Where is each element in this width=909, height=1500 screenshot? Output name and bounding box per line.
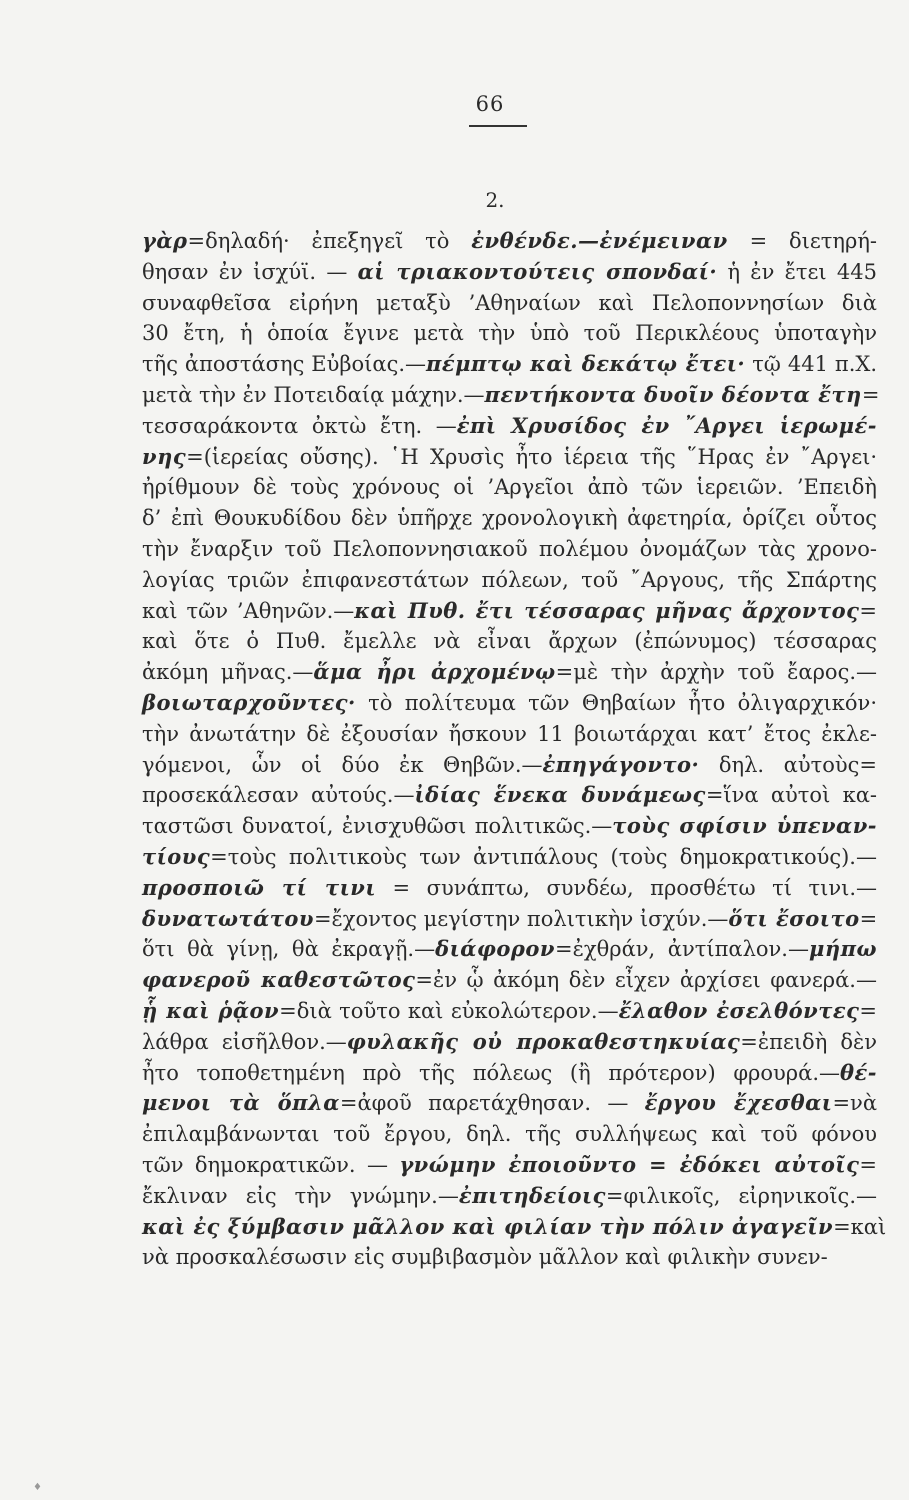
lemma-term: γὰρ — [142, 228, 188, 253]
gloss-text: δ’ ἐπὶ Θουκυδίδου δὲν ὑπῆρχε χρονολογικὴ ἀφετηρία, ὁρίζει οὗτος — [142, 506, 877, 531]
lemma-term: ἔργου ἔχεσθαι — [644, 1090, 833, 1116]
gloss-text: = — [859, 1152, 877, 1177]
lemma-term: γνώμην ἐποιοῦντο = ἐδόκει αὐτοῖς — [399, 1151, 860, 1177]
text-line — [142, 904, 877, 935]
text-line — [142, 750, 877, 781]
text-line — [142, 965, 877, 996]
text-line — [142, 472, 877, 503]
text-line — [142, 318, 877, 349]
gloss-text: μετὰ τὴν ἐν Ποτειδαίᾳ μάχην.— — [142, 382, 485, 407]
lemma-term: καὶ ἐς ξύμβασιν μᾶλλον καὶ φιλίαν τὴν πόλιν ἀγαγεῖν — [142, 1213, 834, 1239]
lemma-term: ἐπὶ Χρυσίδος ἐν ῎Αργει ἱερωμέ- — [456, 412, 877, 438]
gloss-text: =ἵνα αὐτοὶ κα- — [705, 783, 877, 808]
gloss-text: =ἐχθράν, ἀντίπαλον.— — [554, 937, 809, 962]
lemma-term: μενοι τὰ ὅπλα — [142, 1090, 340, 1116]
gloss-text: =μὲ τὴν ἀρχὴν τοῦ ἔαρος.— — [555, 660, 878, 685]
lemma-term: μήπω — [808, 936, 877, 962]
page-number-rule — [469, 125, 527, 127]
text-line — [142, 934, 877, 965]
gloss-text: = συνάπτω, συνδέω, προσθέτω τί τινι.— — [376, 875, 877, 900]
lemma-term: τοὺς σφίσιν ὑπεναν- — [612, 813, 878, 839]
lemma-term: πέμπτῳ καὶ δεκάτῳ ἔτει· — [426, 351, 746, 377]
text-line — [142, 1058, 877, 1089]
text-line — [142, 1150, 877, 1181]
lemma-term: φυλακῆς οὐ προκαθεστηκυίας — [346, 1028, 741, 1054]
text-line — [142, 996, 877, 1027]
lemma-term: ἔλαθον ἐσελθόντες — [618, 997, 860, 1023]
gloss-text: =τοὺς πολιτικοὺς των ἀντιπάλους (τοὺς δημοκρατικούς).— — [210, 844, 877, 869]
lemma-term: ὅτι ἔσοιτο — [728, 905, 860, 931]
gloss-text: τὸ πολίτευμα τῶν Θηβαίων ἦτο ὀλιγαρχικόν· — [355, 690, 877, 715]
gloss-text: ὅτι θὰ γίνῃ, θὰ ἐκραγῇ.— — [142, 937, 436, 962]
text-line — [142, 565, 877, 596]
lemma-term: καὶ Πυθ. ἔτι τέσσαρας μῆνας ἄρχοντος — [354, 597, 860, 623]
text-line — [142, 411, 877, 442]
section-number: 2. — [485, 188, 505, 212]
gloss-text: ἡ ἐν ἔτει 445 — [717, 259, 877, 284]
gloss-text: προσεκάλεσαν αὐτούς.— — [142, 783, 415, 808]
gloss-text: τὴν ἔναρξιν τοῦ Πελοποννησιακοῦ πολέμου ὀνομάζων τὰς χρονο- — [142, 536, 877, 561]
lemma-term: θέ- — [840, 1059, 877, 1085]
gloss-text: =ἔχοντος μεγίστην πολιτικὴν ἰσχύν.— — [313, 906, 729, 931]
gloss-text: =διὰ τοῦτο καὶ εὐκολώτερον.— — [279, 998, 619, 1023]
commentary-text — [142, 226, 887, 1273]
text-line — [142, 1027, 877, 1058]
gloss-text: =καὶ — [833, 1214, 887, 1239]
lemma-term: ἐπιτηδείοις — [458, 1182, 606, 1208]
gloss-text: 30 ἔτη, ἡ ὁποία ἔγινε μετὰ τὴν ὑπὸ τοῦ Περικλέους ὑποταγὴν — [142, 321, 877, 346]
gloss-text: =φιλικοῖς, εἰρηνικοῖς.— — [605, 1183, 877, 1208]
gloss-text: καὶ τῶν ’Αθηνῶν.— — [142, 598, 355, 623]
text-line — [142, 1181, 877, 1212]
gloss-text: νὰ προσκαλέσωσιν εἰς συμβιβασμὸν μᾶλλον καὶ φιλικὴν συνεν- — [142, 1245, 828, 1270]
text-line — [142, 442, 877, 473]
text-line — [142, 688, 877, 719]
gloss-text: ἀκόμη μῆνας.— — [142, 660, 314, 685]
lemma-term: ἐνθένδε.—ἐνέμειναν — [471, 228, 728, 253]
lemma-term: νης — [142, 443, 187, 469]
lemma-term: τίους — [142, 843, 211, 869]
gloss-text: = — [859, 998, 878, 1023]
gloss-text: = — [859, 906, 878, 931]
gloss-text: ἠρίθμουν δὲ τοὺς χρόνους οἱ ’Αργεῖοι ἀπὸ τῶν ἱερειῶν. ’Επειδὴ — [142, 475, 877, 500]
gloss-text: =ἐν ᾧ ἀκόμη δὲν εἶχεν ἀρχίσει φανερά.— — [415, 968, 877, 993]
gloss-text: = — [859, 598, 878, 623]
lemma-term: ἰδίας ἕνεκα δυνάμεως — [414, 782, 706, 808]
gloss-text: συναφθεῖσα εἰρήνη μεταξὺ ’Αθηναίων καὶ Πελοποννησίων διὰ — [142, 290, 877, 315]
gloss-text: τεσσαράκοντα ὀκτὼ ἔτη. — — [142, 413, 457, 438]
text-line — [142, 226, 877, 257]
gloss-text: θησαν ἐν ἰσχύϊ. — — [142, 259, 358, 284]
text-line — [142, 503, 877, 534]
lemma-term: φανεροῦ καθεστῶτος — [142, 967, 416, 993]
text-line — [142, 1212, 887, 1243]
lemma-term: διάφορον — [435, 936, 555, 962]
lemma-term: ἅμα ἦρι ἀρχομένῳ — [313, 659, 556, 685]
gloss-text: τῶν δημοκρατικῶν. — — [142, 1152, 400, 1177]
lemma-term: δυνατωτάτου — [142, 905, 314, 931]
text-line — [142, 626, 877, 657]
text-line — [142, 811, 877, 842]
gloss-text: ἐπιλαμβάνωνται τοῦ ἔργου, δηλ. τῆς συλλήψεως καὶ τοῦ φόνου — [142, 1122, 877, 1147]
text-line — [142, 1242, 877, 1273]
gloss-text: =νὰ — [832, 1091, 877, 1116]
gloss-text: τῆς ἀποστάσης Εὐβοίας.— — [142, 352, 427, 377]
gloss-text: λογίας τριῶν ἐπιφανεστάτων πόλεων, τοῦ ῎Αργους, τῆς Σπάρτης — [142, 567, 877, 592]
gloss-text: ἔκλιναν εἰς τὴν γνώμην.— — [142, 1183, 459, 1208]
gloss-text: γόμενοι, ὧν οἱ δύο ἐκ Θηβῶν.— — [142, 752, 543, 777]
scan-speck: ♦ — [33, 1482, 42, 1493]
lemma-term: βοιωταρχοῦντες· — [142, 689, 356, 715]
text-line — [142, 257, 877, 288]
text-line — [142, 349, 877, 380]
text-line — [142, 657, 877, 688]
gloss-text: =(ἱερείας οὔσης). ῾Η Χρυσὶς ἦτο ἱέρεια τῆς ῞Ηρας ἐν ῎Αργει· — [186, 444, 877, 469]
gloss-text: = — [861, 382, 880, 407]
gloss-text: ἦτο τοποθετημένη πρὸ τῆς πόλεως (ἢ πρότερον) φρουρά.— — [142, 1060, 840, 1085]
gloss-text: τῷ 441 π.Χ. — [745, 352, 877, 377]
page-number: 66 — [475, 92, 505, 116]
text-line — [142, 780, 877, 811]
lemma-term: ᾗ καὶ ῥᾷον — [142, 997, 280, 1023]
gloss-text: λάθρα εἰσῆλθον.— — [142, 1029, 347, 1054]
gloss-text: δηλ. αὐτοὺς= — [699, 752, 877, 777]
gloss-text: καὶ ὅτε ὁ Πυθ. ἔμελλε νὰ εἶναι ἄρχων (ἐπώνυμος) τέσσαρας — [142, 629, 877, 654]
lemma-term: ἐπηγάγοντο· — [542, 751, 700, 777]
text-line — [142, 719, 877, 750]
gloss-text: =ἀφοῦ παρετάχθησαν. — — [339, 1091, 645, 1116]
text-line — [142, 596, 877, 627]
lemma-term: αἱ τριακοντούτεις σπονδαί· — [357, 258, 718, 284]
text-line — [142, 288, 877, 319]
gloss-text: = διετηρή- — [727, 229, 877, 253]
text-line — [142, 842, 877, 873]
lemma-term: πεντήκοντα δυοῖν δέοντα ἔτη — [484, 381, 862, 407]
gloss-text: τὴν ἀνωτάτην δὲ ἐξουσίαν ἤσκουν 11 βοιωτάρχαι κατ’ ἔτος ἐκλε- — [142, 721, 877, 746]
gloss-text: ταστῶσι δυνατοί, ἐνισχυθῶσι πολιτικῶς.— — [142, 814, 613, 839]
lemma-term: προσποιῶ τί τινι — [142, 874, 377, 900]
text-line — [142, 1088, 877, 1119]
text-line — [142, 873, 877, 904]
text-line — [142, 380, 880, 411]
gloss-text: =δηλαδή· ἐπεξηγεῖ τὸ — [187, 229, 472, 253]
gloss-text: =ἐπειδὴ δὲν — [740, 1029, 878, 1054]
text-line — [142, 534, 877, 565]
text-line — [142, 1119, 877, 1150]
